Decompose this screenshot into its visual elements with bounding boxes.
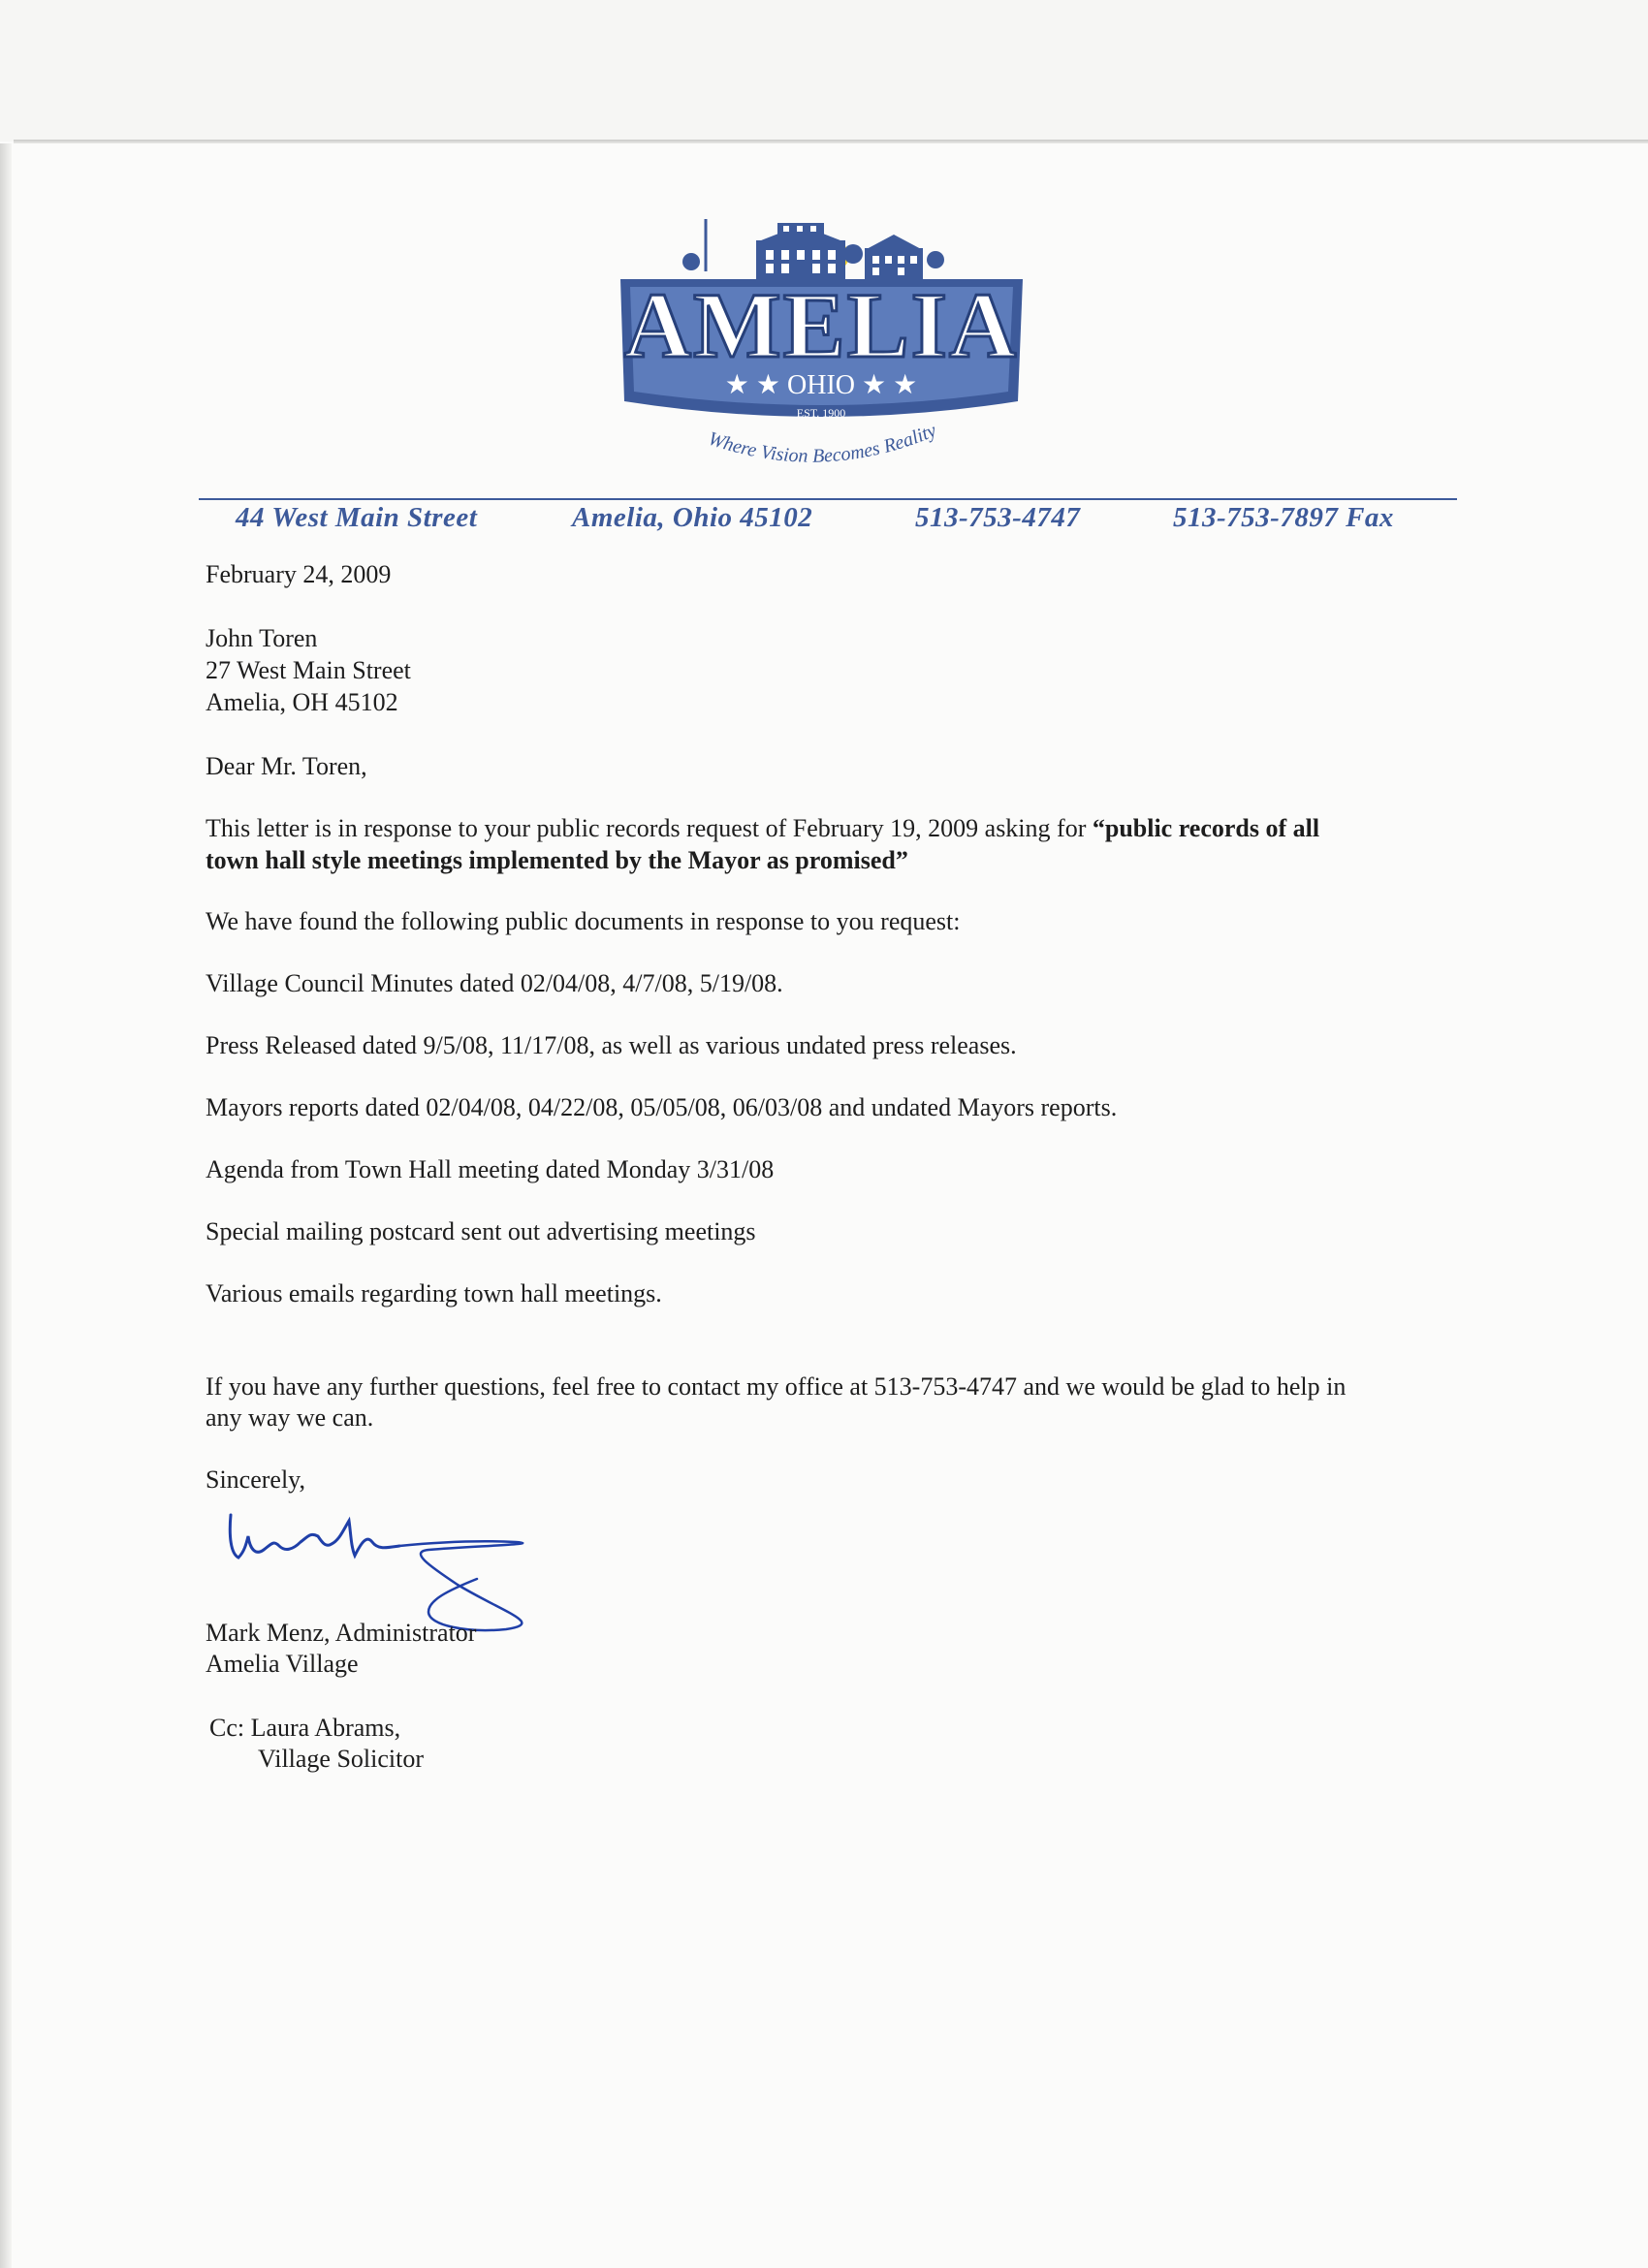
letterhead-fax: 513-753-7897 Fax — [1173, 502, 1394, 533]
recipient-city: Amelia, OH 45102 — [206, 688, 398, 716]
cc-recipient: Cc: Laura Abrams, — [209, 1714, 401, 1742]
document-item: Village Council Minutes dated 02/04/08, 4/7/08, 5/19/08. — [206, 969, 783, 997]
found-line: We have found the following public documents in response to you request: — [206, 907, 961, 935]
scan-top-margin — [0, 0, 1648, 142]
document-item: Press Released dated 9/5/08, 11/17/08, as well as various undated press releases. — [206, 1031, 1017, 1059]
letter-date: February 24, 2009 — [206, 560, 392, 588]
document-item: Special mailing postcard sent out advertising meetings — [206, 1217, 756, 1245]
document-item: Mayors reports dated 02/04/08, 04/22/08, 05/05/08, 06/03/08 and undated Mayors reports. — [206, 1093, 1118, 1121]
signoff: Sincerely, — [206, 1465, 305, 1494]
recipient-name: John Toren — [206, 624, 318, 652]
intro-paragraph-line-1 — [206, 812, 1319, 844]
svg-text:Where Vision Becomes Reality: Where Vision Becomes Reality — [705, 420, 939, 467]
paper-fold-edge — [14, 140, 1648, 143]
paper-left-edge — [0, 143, 12, 2268]
letterhead-city: Amelia, Ohio 45102 — [572, 502, 813, 533]
amelia-logo — [611, 211, 1032, 485]
svg-text:★ ★ OHIO ★ ★: ★ ★ OHIO ★ ★ — [724, 370, 918, 400]
intro-quote-end: town hall style meetings implemented by the Mayor as promised” — [206, 846, 908, 874]
closing-line-2: any way we can. — [206, 1403, 374, 1432]
document-item: Various emails regarding town hall meetings. — [206, 1279, 662, 1307]
logo-wordmark: AMELIA — [623, 273, 1019, 377]
cc-title: Village Solicitor — [258, 1745, 425, 1773]
letterhead-phone: 513-753-4747 — [915, 502, 1081, 533]
signer-organization: Amelia Village — [206, 1650, 359, 1678]
signer-name: Mark Menz, Administrator — [206, 1619, 477, 1647]
svg-text:EST. 1900: EST. 1900 — [796, 406, 846, 420]
salutation: Dear Mr. Toren, — [206, 752, 367, 780]
letterhead-rule — [199, 498, 1457, 500]
intro-text: This letter is in response to your public records request of February 19, 2009 asking for — [206, 814, 1093, 842]
document-item: Agenda from Town Hall meeting dated Monday 3/31/08 — [206, 1155, 775, 1183]
recipient-street: 27 West Main Street — [206, 656, 411, 684]
intro-quote-start: “public records of all — [1092, 814, 1320, 842]
letterhead-street: 44 West Main Street — [236, 502, 478, 533]
closing-line-1: If you have any further questions, feel free to contact my office at 513-753-4747 and we would be glad to help in — [206, 1372, 1347, 1401]
